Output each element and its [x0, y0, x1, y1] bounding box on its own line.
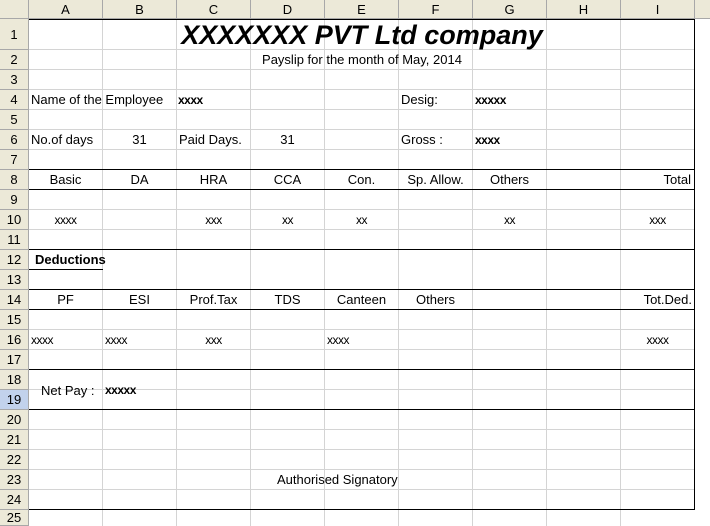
row-header-16[interactable]: 16	[0, 330, 29, 350]
row-header-13[interactable]: 13	[0, 270, 29, 290]
paid-days-label[interactable]: Paid Days.	[179, 132, 242, 147]
row-header-10[interactable]: 10	[0, 210, 29, 230]
earnings-value-others[interactable]: xx	[504, 212, 515, 227]
deductions-header-canteen[interactable]: Canteen	[336, 292, 387, 307]
row-header-25[interactable]: 25	[0, 510, 29, 526]
earnings-value-total[interactable]: xxx	[649, 212, 666, 227]
row-header-1[interactable]: 1	[0, 19, 29, 50]
column-header-d[interactable]: D	[251, 0, 325, 19]
gridline	[29, 69, 695, 70]
authorised-signatory[interactable]: Authorised Signatory	[277, 472, 398, 487]
gridline	[29, 109, 695, 110]
deductions-value-prof-tax[interactable]: xxx	[205, 332, 222, 347]
gross-value[interactable]: xxxx	[475, 132, 500, 147]
deductions-header-pf[interactable]: PF	[57, 292, 74, 307]
deductions-header-others[interactable]: Others	[415, 292, 455, 307]
earnings-value-cca[interactable]: xx	[282, 212, 293, 227]
deductions-header-tot-ded[interactable]: Tot.Ded.	[643, 292, 692, 307]
row-header-24[interactable]: 24	[0, 490, 29, 510]
company-title[interactable]: XXXXXXX PVT Ltd company	[181, 19, 543, 50]
deductions-heading[interactable]: Deductions	[35, 252, 106, 267]
net-pay-value[interactable]: xxxxx	[105, 383, 136, 397]
column-header-b[interactable]: B	[103, 0, 177, 19]
column-header-filler	[695, 0, 710, 19]
row-header-3[interactable]: 3	[0, 70, 29, 90]
deductions-header-prof-tax[interactable]: Prof.Tax	[189, 292, 238, 307]
earnings-header-cca[interactable]: CCA	[273, 172, 302, 187]
earnings-header-total[interactable]: Total	[663, 172, 691, 187]
row-header-9[interactable]: 9	[0, 190, 29, 210]
row-header-2[interactable]: 2	[0, 50, 29, 70]
days-label[interactable]: No.of days	[31, 132, 94, 147]
column-header-c[interactable]: C	[177, 0, 251, 19]
row-header-7[interactable]: 7	[0, 150, 29, 170]
earnings-value-hra[interactable]: xxx	[205, 212, 222, 227]
row-header-6[interactable]: 6	[0, 130, 29, 150]
employee-name-label[interactable]: Name of the Employee	[31, 92, 164, 107]
border-row-20-top	[29, 409, 695, 410]
row-header-12[interactable]: 12	[0, 250, 29, 270]
border-row-8-bottom	[29, 189, 695, 190]
earnings-header-basic[interactable]: Basic	[49, 172, 82, 187]
gridline	[29, 149, 695, 150]
row-header-17[interactable]: 17	[0, 350, 29, 370]
column-header-e[interactable]: E	[325, 0, 399, 19]
deductions-value-esi[interactable]: xxxx	[105, 332, 127, 347]
row-header-21[interactable]: 21	[0, 430, 29, 450]
earnings-header-con[interactable]: Con.	[347, 172, 376, 187]
deductions-header-esi[interactable]: ESI	[129, 292, 150, 307]
gridline	[29, 449, 695, 450]
gridline	[29, 349, 695, 350]
designation-label[interactable]: Desig:	[401, 92, 438, 107]
earnings-value-con[interactable]: xx	[356, 212, 367, 227]
row-header-14[interactable]: 14	[0, 290, 29, 310]
days-value[interactable]: 31	[132, 132, 147, 147]
border-row-18-top	[29, 369, 695, 370]
column-header-f[interactable]: F	[399, 0, 473, 19]
row-header-22[interactable]: 22	[0, 450, 29, 470]
column-header-i[interactable]: I	[621, 0, 695, 19]
earnings-header-sp-allow[interactable]: Sp. Allow.	[407, 172, 464, 187]
net-pay-label[interactable]: Net Pay :	[41, 382, 95, 398]
gridline	[29, 429, 695, 430]
select-all-corner[interactable]	[0, 0, 29, 19]
designation-value[interactable]: xxxxx	[475, 92, 506, 107]
border-row-14-bottom	[29, 309, 695, 310]
deductions-value-tot-ded[interactable]: xxxx	[646, 332, 669, 347]
border-right	[694, 19, 695, 510]
column-header-a[interactable]: A	[29, 0, 103, 19]
payslip-subtitle[interactable]: Payslip for the month of May, 2014	[262, 52, 462, 67]
earnings-value-basic[interactable]: xxxx	[54, 212, 77, 227]
earnings-header-others[interactable]: Others	[489, 172, 529, 187]
deductions-value-canteen[interactable]: xxxx	[327, 332, 349, 347]
column-header-g[interactable]: G	[473, 0, 547, 19]
gross-label[interactable]: Gross :	[401, 132, 443, 147]
employee-name-value[interactable]: xxxx	[178, 92, 203, 107]
gridline	[29, 489, 695, 490]
earnings-header-da[interactable]: DA	[130, 172, 149, 187]
paid-days-value[interactable]: 31	[280, 132, 295, 147]
gridline	[29, 229, 695, 230]
deductions-value-pf[interactable]: xxxx	[31, 332, 53, 347]
row-header-11[interactable]: 11	[0, 230, 29, 250]
deductions-header-tds[interactable]: TDS	[274, 292, 301, 307]
row-header-4[interactable]: 4	[0, 90, 29, 110]
row-header-5[interactable]: 5	[0, 110, 29, 130]
row-header-18[interactable]: 18	[0, 370, 29, 390]
border-bottom	[29, 509, 695, 510]
row-header-15[interactable]: 15	[0, 310, 29, 330]
row-header-19[interactable]: 19	[0, 390, 29, 410]
row-header-20[interactable]: 20	[0, 410, 29, 430]
border-deductions-underline	[29, 269, 103, 270]
row-header-8[interactable]: 8	[0, 170, 29, 190]
earnings-header-hra[interactable]: HRA	[199, 172, 228, 187]
row-header-23[interactable]: 23	[0, 470, 29, 490]
column-header-h[interactable]: H	[547, 0, 621, 19]
